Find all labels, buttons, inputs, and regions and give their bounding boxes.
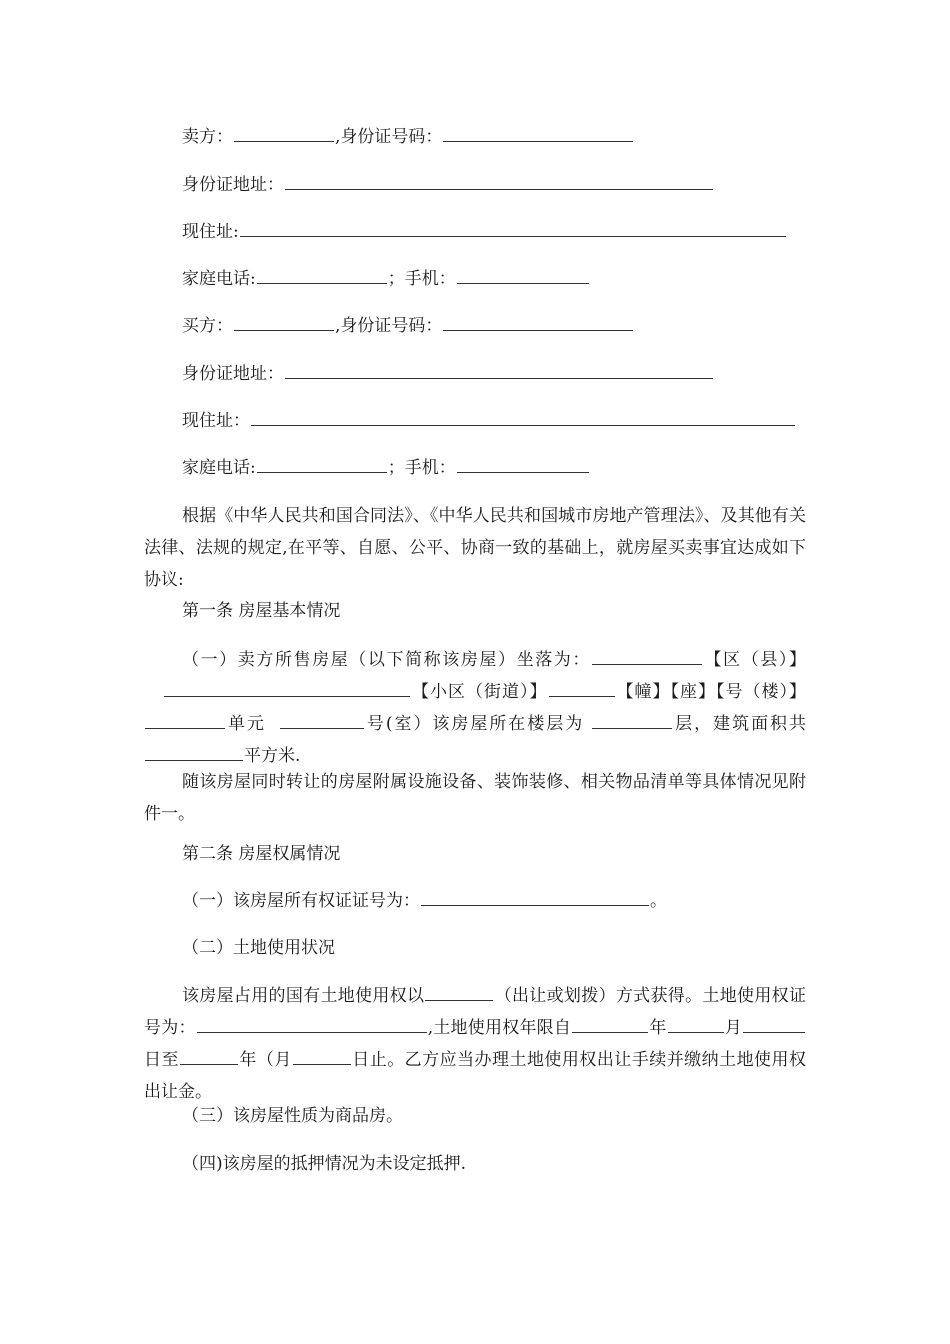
room-blank bbox=[280, 712, 364, 729]
buyer-home-phone-label: 家庭电话: bbox=[182, 458, 256, 478]
seller-name-blank bbox=[234, 125, 334, 142]
buyer-id-address-blank bbox=[285, 362, 713, 379]
floor-blank bbox=[592, 712, 672, 729]
buyer-home-phone-blank bbox=[257, 456, 387, 473]
land-use-text-a: 该房屋占用的国有土地使用权以 bbox=[182, 986, 425, 1006]
room-label: 号(室）该房屋所在楼层为 bbox=[364, 714, 585, 734]
land-use-text-c: ,土地使用权年限自 bbox=[427, 1018, 572, 1038]
building-blank bbox=[549, 680, 615, 697]
buyer-current-address-line bbox=[182, 409, 796, 433]
start-month-blank bbox=[668, 1016, 724, 1033]
buyer-id-address-label: 身份证地址： bbox=[182, 364, 284, 384]
article1-p1-location-label: （一）卖方所售房屋（以下简称该房屋）坐落为： bbox=[182, 650, 591, 670]
land-use-paragraph bbox=[144, 980, 806, 1108]
district-blank bbox=[592, 648, 702, 665]
year-month-label: 年（月 bbox=[238, 1050, 292, 1070]
preamble-paragraph: 根据《中华人民共和国合同法》、《中华人民共和国城市房地产管理法》、及其他有关法律、法规的规定,在平等、自愿、公平、协商一致的基础上，就房屋买卖事宜达成如下协议: bbox=[144, 506, 806, 590]
article2-title: 第二条 房屋权属情况 bbox=[182, 844, 341, 864]
buyer-current-address-blank bbox=[251, 409, 795, 426]
buyer-label: 买方： bbox=[182, 316, 233, 336]
buyer-line bbox=[182, 314, 634, 338]
article2-item4: （四)该房屋的抵押情况为未设定抵押. bbox=[182, 1154, 467, 1174]
article2-item2: （二）土地使用状况 bbox=[182, 938, 335, 958]
land-acquisition-blank bbox=[425, 984, 493, 1001]
start-day-blank bbox=[743, 1016, 805, 1033]
article2-item1 bbox=[182, 889, 667, 913]
area-blank bbox=[145, 744, 243, 761]
year-label: 年 bbox=[649, 1018, 667, 1038]
seller-current-address-line bbox=[182, 220, 787, 244]
land-cert-blank bbox=[197, 1016, 427, 1033]
ownership-cert-label: （一）该房屋所有权证证号为： bbox=[182, 891, 420, 911]
seller-home-phone-blank bbox=[257, 267, 387, 284]
seller-id-label: ,身份证号码： bbox=[335, 127, 443, 147]
seller-mobile-blank bbox=[457, 267, 589, 284]
community-label: 【小区（街道）】 bbox=[411, 682, 548, 702]
buyer-id-blank bbox=[443, 314, 633, 331]
building-label: 【幢】【座】【号（楼）】 bbox=[615, 682, 806, 702]
buyer-current-address-label: 现住址： bbox=[182, 411, 250, 431]
seller-phone-line bbox=[182, 267, 590, 291]
buyer-mobile-label: ；手机： bbox=[387, 458, 456, 478]
area-label: 平方米. bbox=[244, 746, 301, 766]
buyer-phone-line bbox=[182, 456, 590, 480]
seller-home-phone-label: 家庭电话: bbox=[182, 269, 256, 289]
land-use-text-b: （出让或划拨）方式获得。土地使用权证号为： bbox=[144, 986, 806, 1038]
seller-label: 卖方： bbox=[182, 127, 233, 147]
start-year-blank bbox=[572, 1016, 648, 1033]
seller-current-address-label: 现住址: bbox=[182, 222, 239, 242]
ownership-cert-blank bbox=[421, 889, 649, 906]
district-label: 【区（县）】 bbox=[702, 650, 807, 670]
seller-id-blank bbox=[443, 125, 633, 142]
unit-label: 单元 bbox=[226, 714, 266, 734]
seller-id-address-line bbox=[182, 173, 714, 197]
land-use-end-text: 日止。乙方应当办理土地使用权出让手续并缴纳土地使用权出让金。 bbox=[144, 1050, 806, 1102]
buyer-name-blank bbox=[234, 314, 334, 331]
buyer-mobile-blank bbox=[457, 456, 589, 473]
seller-mobile-label: ；手机： bbox=[387, 269, 456, 289]
floor-label: 层，建筑面积共 bbox=[673, 714, 807, 734]
unit-blank bbox=[145, 712, 225, 729]
ownership-cert-end: 。 bbox=[650, 891, 667, 911]
community-blank bbox=[164, 680, 410, 697]
article2-item3: （三）该房屋性质为商品房。 bbox=[182, 1106, 403, 1126]
seller-id-address-blank bbox=[285, 173, 713, 190]
article1-paragraph2: 随该房屋同时转让的房屋附属设施设备、装饰装修、相关物品清单等具体情况见附件一。 bbox=[144, 772, 806, 824]
article1-paragraph1 bbox=[144, 644, 806, 772]
buyer-id-label: ,身份证号码： bbox=[335, 316, 443, 336]
buyer-id-address-line bbox=[182, 362, 714, 386]
article1-title: 第一条 房屋基本情况 bbox=[182, 601, 341, 621]
end-day-blank bbox=[293, 1048, 351, 1065]
end-year-blank bbox=[180, 1048, 238, 1065]
month-label: 月 bbox=[724, 1018, 743, 1038]
day-to-label: 日至 bbox=[144, 1050, 179, 1070]
seller-current-address-blank bbox=[240, 220, 786, 237]
seller-id-address-label: 身份证地址： bbox=[182, 175, 284, 195]
seller-line bbox=[182, 125, 634, 149]
